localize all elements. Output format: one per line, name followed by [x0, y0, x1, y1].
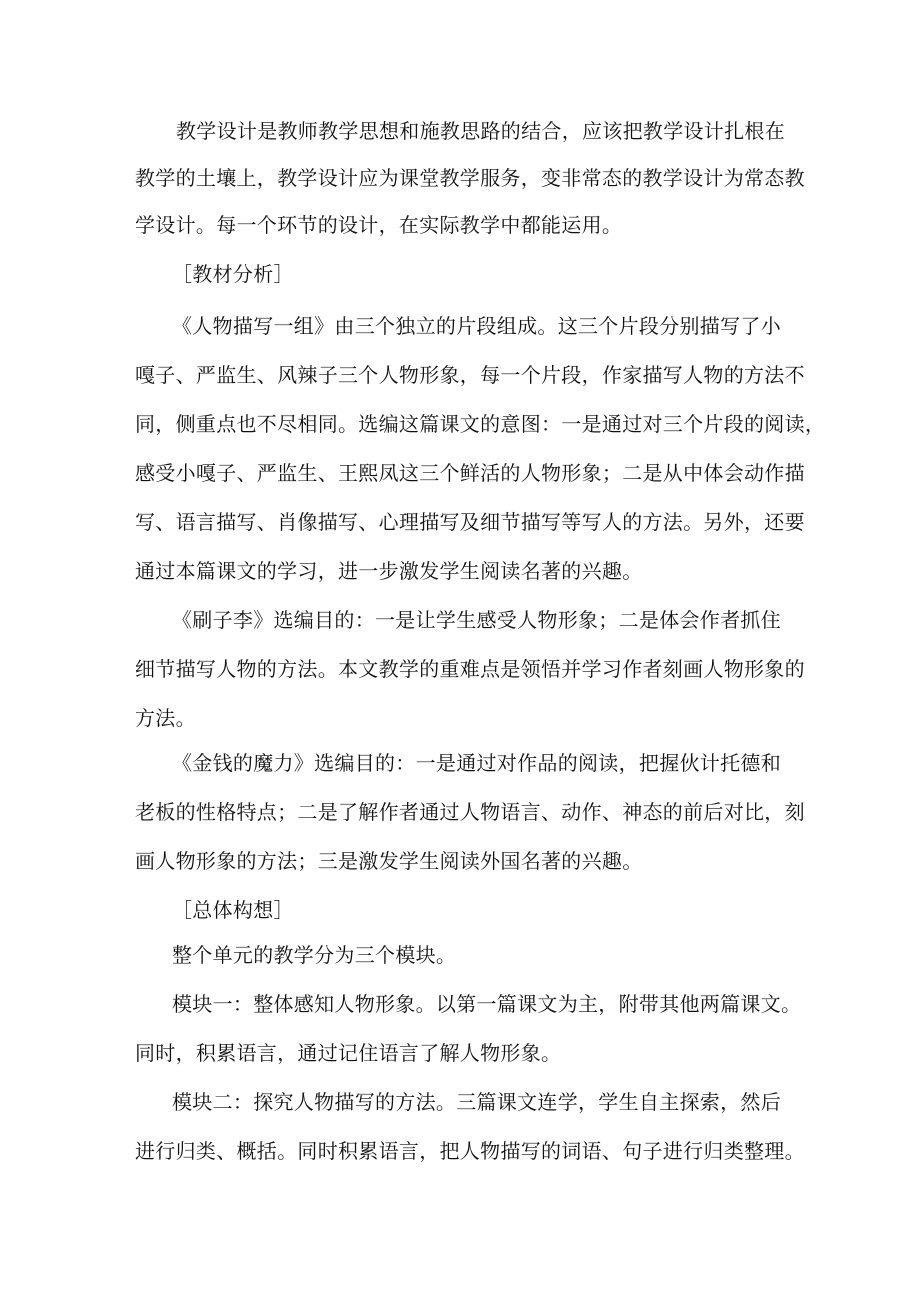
text-line: 《刷子李》选编目的：一是让学生感受人物形象；二是体会作者抓住	[172, 608, 781, 632]
text-line: 《金钱的魔力》选编目的：一是通过对作品的阅读，把握伙计托德和	[172, 751, 781, 775]
text-line: 进行归类、概括。同时积累语言，把人物描写的词语、句子进行归类整理。	[135, 1139, 805, 1163]
text-line: 《人物描写一组》由三个独立的片段组成。这三个片段分别描写了小	[172, 314, 781, 338]
text-line: 嘎子、严监生、风辣子三个人物形象，每一个片段，作家描写人物的方法不	[135, 363, 805, 387]
section-heading: ［总体构想］	[172, 898, 294, 922]
text-line: 模块二：探究人物描写的方法。三篇课文连学，学生自主探索，然后	[172, 1090, 781, 1114]
text-line: 同，侧重点也不尽相同。选编这篇课文的意图：一是通过对三个片段的阅读，	[135, 412, 826, 436]
text-line: 学设计。每一个环节的设计，在实际教学中都能运用。	[135, 213, 623, 237]
text-line: 方法。	[135, 706, 196, 730]
text-line: 细节描写人物的方法。本文教学的重难点是领悟并学习作者刻画人物形象的	[135, 657, 805, 681]
text-line: 画人物形象的方法；三是激发学生阅读外国名著的兴趣。	[135, 849, 643, 873]
text-line: 写、语言描写、肖像描写、心理描写及细节描写等写人的方法。另外，还要	[135, 510, 805, 534]
text-line: 教学的土壤上，教学设计应为课堂教学服务，变非常态的教学设计为常态教	[135, 166, 805, 190]
text-line: 通过本篇课文的学习，进一步激发学生阅读名著的兴趣。	[135, 559, 643, 583]
section-heading: ［教材分析］	[172, 262, 294, 286]
text-line: 整个单元的教学分为三个模块。	[172, 943, 457, 967]
text-line: 模块一：整体感知人物形象。以第一篇课文为主，附带其他两篇课文。	[172, 992, 802, 1016]
text-line: 老板的性格特点；二是了解作者通过人物语言、动作、神态的前后对比，刻	[135, 800, 805, 824]
text-line: 教学设计是教师教学思想和施教思路的结合，应该把教学设计扎根在	[176, 119, 785, 143]
text-line: 同时，积累语言，通过记住语言了解人物形象。	[135, 1041, 562, 1065]
text-line: 感受小嘎子、严监生、王熙凤这三个鲜活的人物形象；二是从中体会动作描	[135, 461, 805, 485]
